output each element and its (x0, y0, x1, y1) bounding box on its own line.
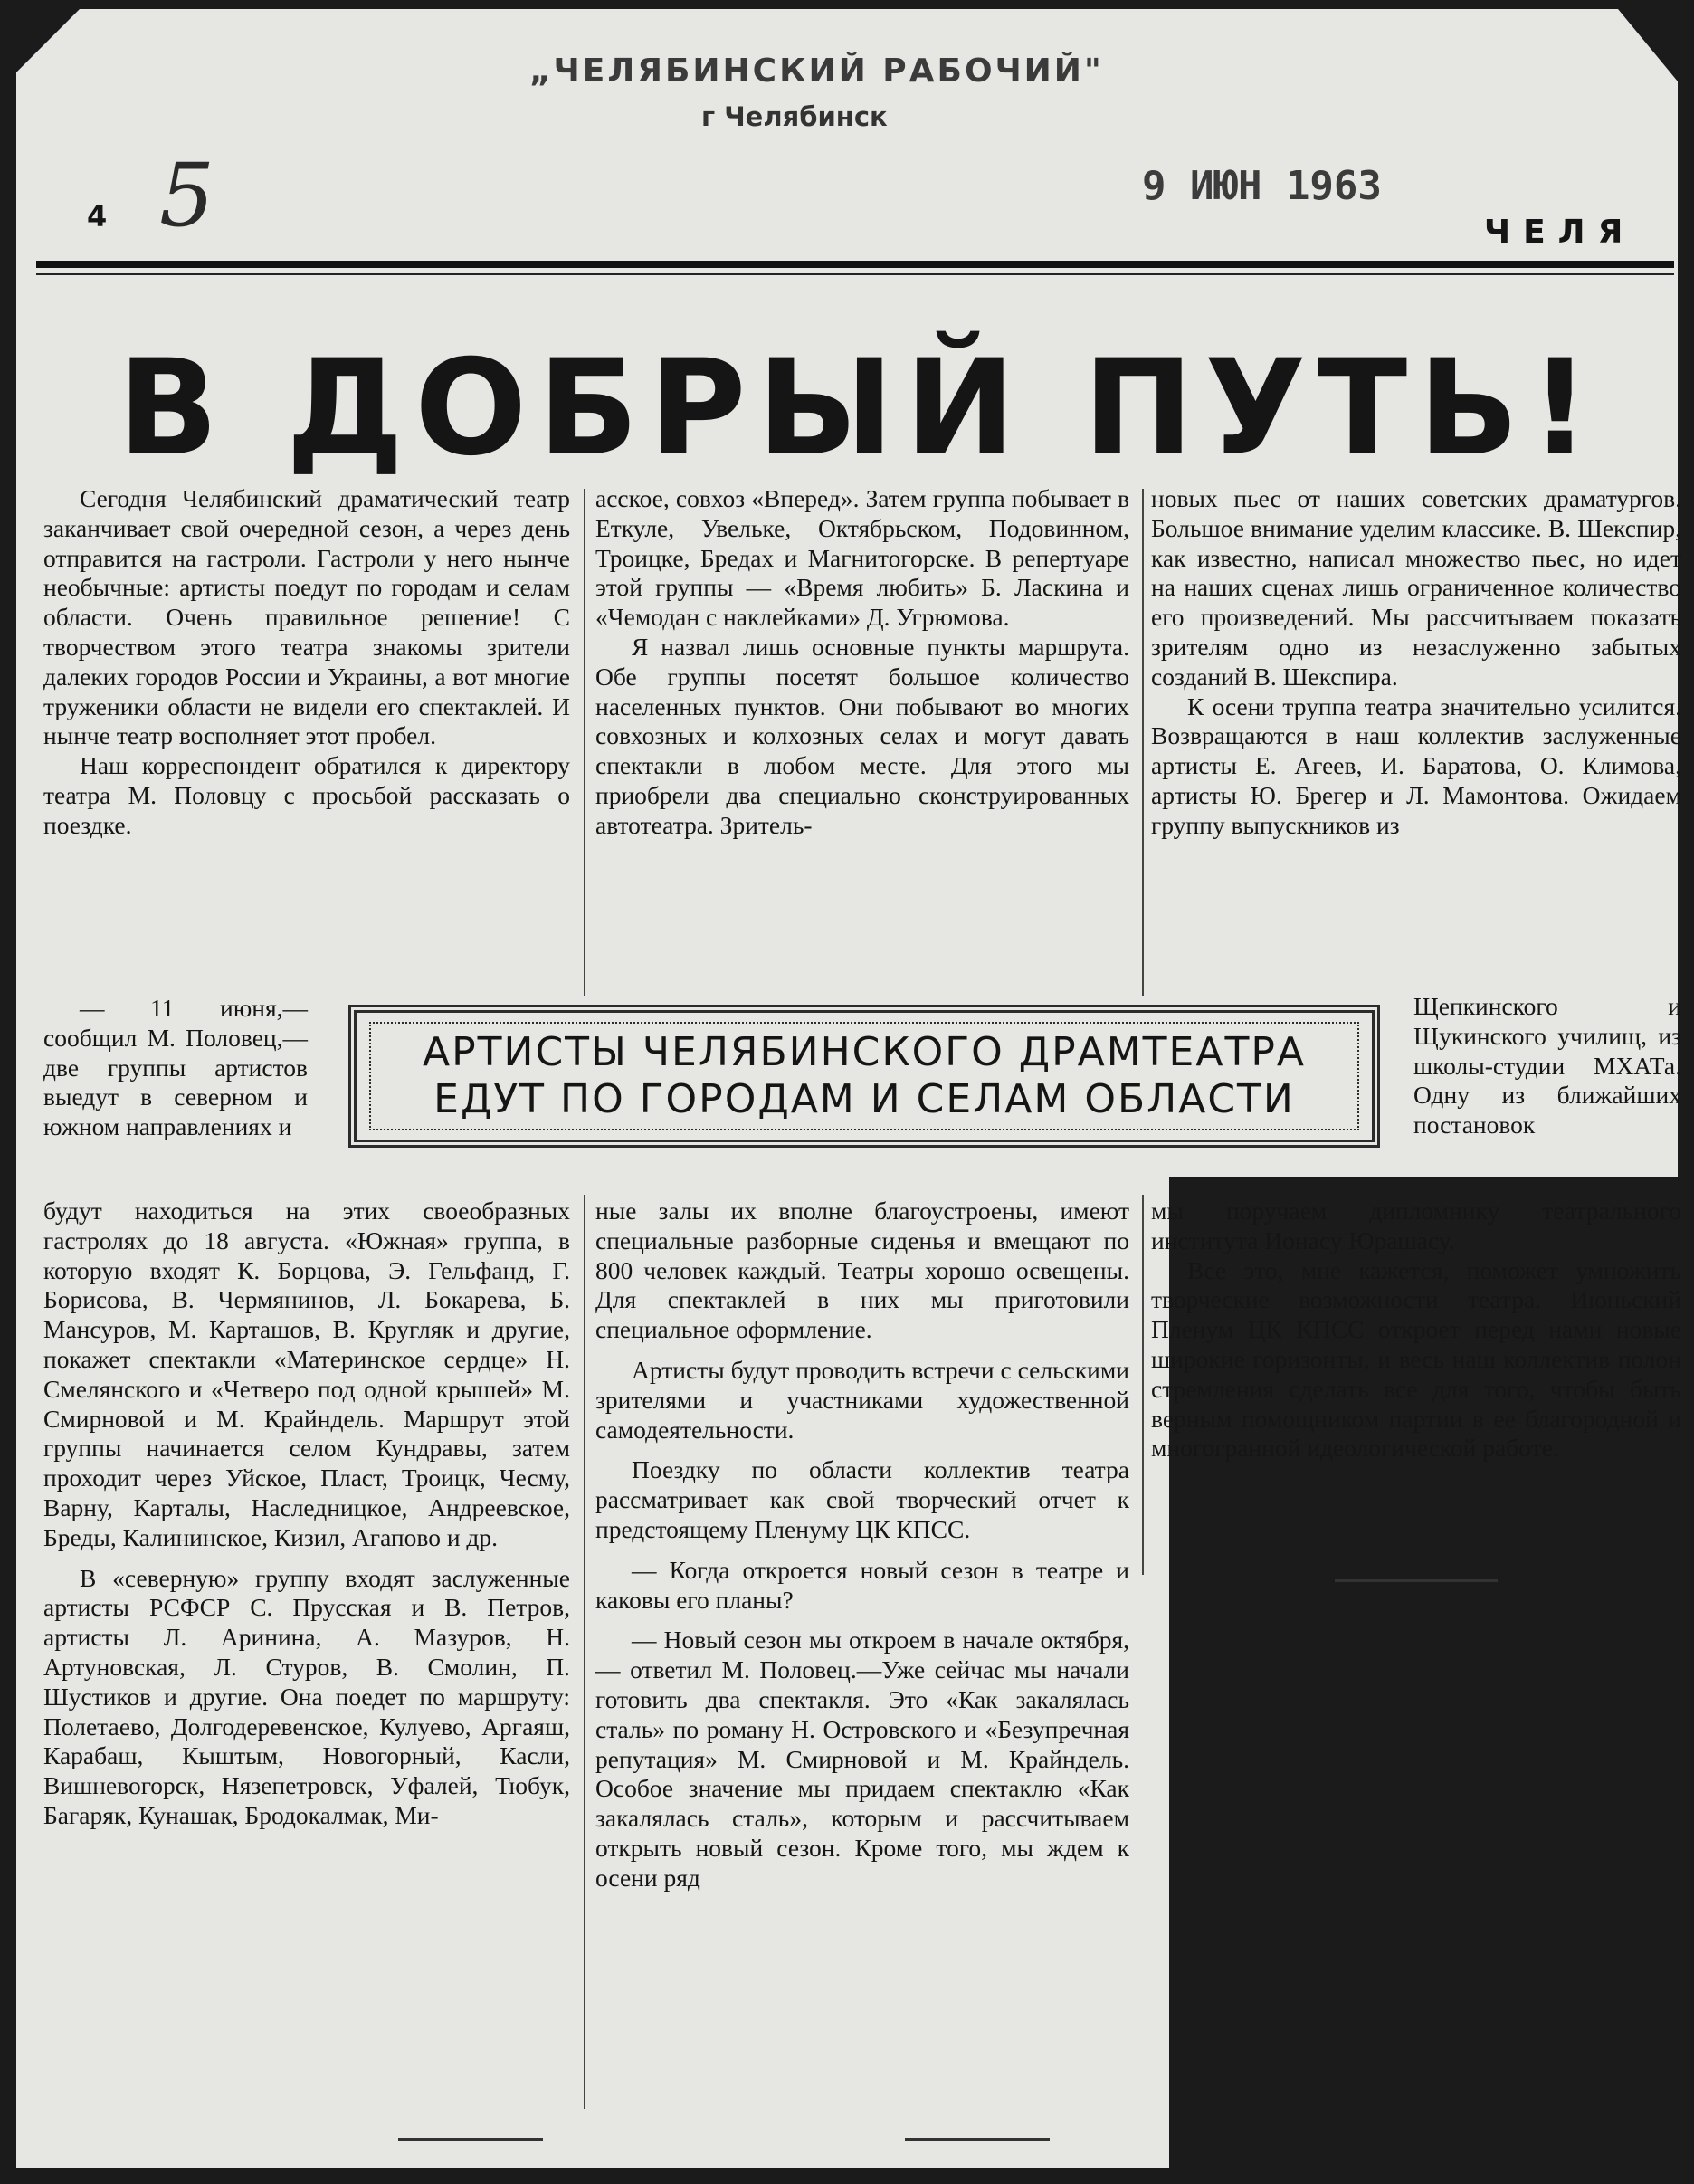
paragraph: Щепкинского и Щукинского училищ, из школы-студии МХАТа. Одну из ближайших постановок (1413, 992, 1681, 1140)
subheading (369, 1022, 1359, 1130)
paragraph: В «северную» группу входят заслуженные артисты РСФСР С. Прусская и В. Петров, артисты Л. Аринина, А. Мазуров, Н. Артуновская, Л. Стуров, В. Смолин, П. Шустиков и другие. Она поедет по маршруту: Полетаево, Долгодеревенское, Кулуево, Аргаяш, Карабаш, Кыштым, Новогорный, Касли, Вишневогорск, Нязепетровск, Уфалей, Тюбук, Багаряк, Кунашак, Бродокалмак, Ми- (43, 1563, 570, 1829)
masthead-rule-thin (36, 273, 1674, 275)
page-number: 4 (87, 199, 108, 234)
column-divider (1142, 1195, 1144, 1575)
column-divider (584, 1195, 585, 2109)
paragraph: Поездку по области коллектив театра рассматривает как свой творческий отчет к предстоящему Пленуму ЦК КПСС. (595, 1455, 1129, 1543)
column-end-mark (398, 2138, 543, 2141)
column-1-top (43, 484, 570, 841)
paragraph: Наш корреспондент обратился к директору театра М. Половцу с просьбой рассказать о поездке. (43, 751, 570, 839)
column-2-top (595, 484, 1129, 841)
column-3-narrow (1413, 992, 1681, 1140)
date-stamp: 9 ИЮН 1963 (1142, 163, 1382, 209)
paragraph: асское, совхоз «Вперед». Затем группа побывает в Еткуле, Увельке, Октябрьском, Подовинном, Троицке, Бредах и Магнитогорске. В репертуаре этой группы — «Время любить» Б. Ласкина и «Чемодан с наклейками» Д. Угрюмова. (595, 484, 1129, 632)
masthead-rule (36, 261, 1674, 268)
cut-section-header: ЧЕЛЯ (1484, 214, 1636, 251)
paragraph: — 11 июня,— сообщил М. Половец,—две группы артистов выедут в северном и южном направлениях и (43, 994, 308, 1141)
column-2-bottom (595, 1197, 1129, 1893)
column-3-top (1151, 484, 1681, 841)
subheading-box (348, 1005, 1380, 1148)
paragraph: — Когда откроется новый сезон в театре и каковы его планы? (595, 1555, 1129, 1614)
paragraph: — Новый сезон мы откроем в начале октября, — ответил М. Половец.—Уже сейчас мы начали готовить два спектакля. Это «Как закалялась сталь» по роману Н. Островского и «Безупречная репутация» М. Смирновой и М. Крайндель. Особое значение мы придаем спектаклю «Как закалялась сталь», которым и рассчитываем открыть новый сезон. Кроме того, мы ждем к осени ряд (595, 1626, 1129, 1892)
paragraph: ные залы их вполне благоустроены, имеют специальные разборные сиденья и вмещают по 800 человек каждый. Театры хорошо освещены. Для спектаклей в них мы приготовили специальное оформление. (595, 1197, 1129, 1344)
paragraph: К осени труппа театра значительно усилится. Возвращаются в наш коллектив заслуженные артисты Е. Агеев, И. Баратова, О. Климова, артисты Ю. Брегер и Л. Мамонтова. Ожидаем группу выпускников из (1151, 691, 1681, 839)
paragraph: новых пьес от наших советских драматургов. Большое внимание уделим классике. В. Шекспир, как известно, написал множество пьес, но идет на наших сценах лишь ограниченное количество его произведений. Мы рассчитываем показать зрителям одно из незаслуженно забытых созданий В. Шекспира. (1151, 484, 1681, 691)
column-1-narrow (43, 994, 308, 1142)
column-divider (1142, 489, 1144, 996)
handwritten-number: 5 (159, 145, 215, 246)
subheading-line: АРТИСТЫ ЧЕЛЯБИНСКОГО ДРАМТЕАТРА (423, 1029, 1306, 1075)
newspaper-name: „ЧЕЛЯБИНСКИЙ РАБОЧИЙ" (529, 52, 1104, 90)
newspaper-city: г Челябинск (701, 101, 888, 132)
paragraph: мы поручаем дипломнику театрального института Ионасу Юрашасу. (1151, 1197, 1681, 1254)
article-end-mark (1335, 1579, 1498, 1582)
paragraph: будут находиться на этих своеобразных гастролях до 18 августа. «Южная» группа, в которую входят К. Борцова, Э. Гельфанд, Г. Борисова, В. Чермянинов, Л. Бокарева, Б. Мансуров, М. Карташов, В. Кругляк и другие, покажет спектакли «Материнское сердце» Н. Смелянского и «Четверо под одной крышей» М. Смирновой и М. Крайндель. Маршрут этой группы начинается селом Кундравы, затем проходит через Уйское, Пласт, Троицк, Чесму, Варну, Карталы, Наследницкое, Андреевское, Бреды, Калининское, Кизил, Агапово и др. (43, 1197, 570, 1551)
paragraph: Артисты будут проводить встречи с сельскими зрителями и участниками художественной самодеятельности. (595, 1355, 1129, 1444)
column-1-bottom (43, 1197, 570, 1831)
headline: В ДОБРЫЙ ПУТЬ! (118, 331, 1602, 485)
subheading-line: ЕДУТ ПО ГОРОДАМ И СЕЛАМ ОБЛАСТИ (433, 1076, 1295, 1122)
paragraph: Я назвал лишь основные пункты маршрута. Обе группы посетят большое количество населенных пунктов. Они побывают во многих совхозных и колхозных селах и могут давать спектакли в любом месте. Для этого мы приобрели два специально сконструированных автотеатра. Зритель- (595, 632, 1129, 839)
paragraph: Все это, мне кажется, поможет умножить творческие возможности театра. Июньский Пленум ЦК КПСС откроет перед нами новые широкие горизонты, и весь наш коллектив полон стремления сделать все для того, чтобы быть верным помощником партии в ее благородной и многогранной идеологической работе. (1151, 1255, 1681, 1463)
column-divider (584, 489, 585, 996)
column-3-bottom (1151, 1197, 1681, 1464)
paragraph: Сегодня Челябинский драматический театр заканчивает свой очередной сезон, а через день отправится на гастроли. Гастроли у него нынче необычные: артисты поедут по городам и селам области. Очень правильное решение! С творчеством этого театра знакомы зрители далеких городов России и Украины, а вот многие труженики области не видели его спектаклей. И нынче театр восполняет этот пробел. (43, 484, 570, 750)
column-end-mark (905, 2138, 1050, 2141)
